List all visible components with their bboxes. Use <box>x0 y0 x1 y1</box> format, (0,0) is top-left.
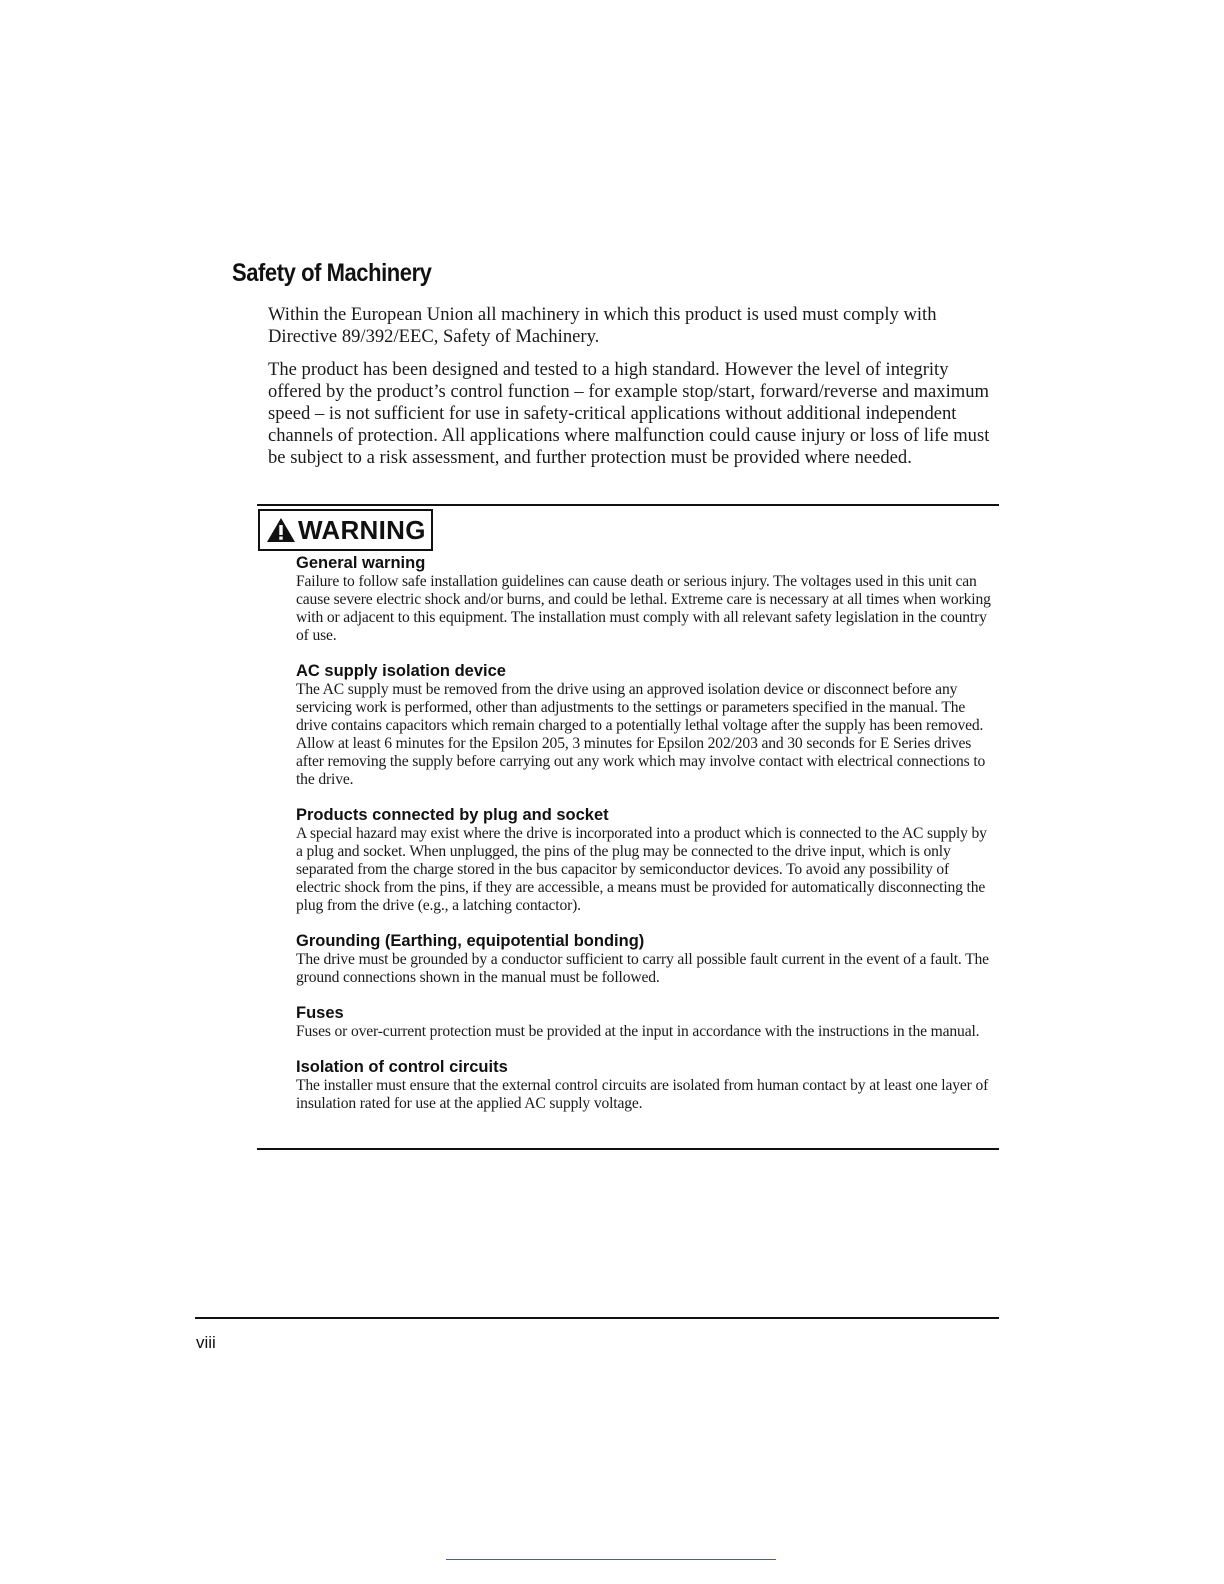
page-number: viii <box>196 1333 216 1352</box>
warning-triangle-icon <box>266 517 296 543</box>
warning-text: A special hazard may exist where the drive is incorporated into a product which is connected to the AC supply by a plug and socket. When unplugged, the pins of the plug may be connected to the drive input, which is only separated from the charge stored in the bus capacitor by semiconductor devices. To avoid any possibility of electric shock from the pins, if they are accessible, a means must be provided for automatically disconnecting the plug from the drive (e.g., a latching contactor). <box>296 825 987 914</box>
intro-paragraph-2: The product has been designed and tested to a high standard. However the level of integrity offered by the product’s control function – for example stop/start, forward/reverse and maximum speed – is not sufficient for use in safety-critical applications without additional independent channels of protection. All applications where malfunction could cause injury or loss of life must be subject to a risk assessment, and further protection must be provided where needed. <box>268 359 990 468</box>
warning-heading: Grounding (Earthing, equipotential bonding) <box>296 932 645 950</box>
intro-paragraph-1: Within the European Union all machinery in which this product is used must comply with Directive 89/392/EEC, Safety of Machinery. <box>268 304 937 347</box>
warning-text: The AC supply must be removed from the drive using an approved isolation device or disconnect before any servicing work is performed, other than adjustments to the settings or parameters specified in the manual. The drive contains capacitors which remain charged to a potentially lethal voltage after the supply has been removed. Allow at least 6 minutes for the Epsilon 205, 3 minutes for Epsilon 202/203 and 30 seconds for E Series drives after removing the supply before carrying out any work which may involve contact with electrical connections to the drive. <box>296 681 986 788</box>
warning-heading: Isolation of control circuits <box>296 1058 508 1076</box>
warning-bottom-rule <box>257 1148 999 1150</box>
warning-item-fuses <box>296 1004 996 1041</box>
warning-item-ac-isolation <box>296 662 996 789</box>
warning-item-grounding <box>296 932 996 987</box>
warning-text: The drive must be grounded by a conductor sufficient to carry all possible fault current in the event of a fault. The ground connections shown in the manual must be followed. <box>296 951 989 986</box>
footer-rule <box>195 1317 999 1319</box>
warning-item-control-isolation <box>296 1058 996 1113</box>
warning-top-rule <box>257 504 999 506</box>
warning-item-plug-socket <box>296 806 996 915</box>
warning-heading: General warning <box>296 554 426 572</box>
warning-heading: Products connected by plug and socket <box>296 806 609 824</box>
section-title: Safety of Machinery <box>232 259 432 287</box>
warning-label: WARNING <box>298 514 426 545</box>
warning-text: The installer must ensure that the external control circuits are isolated from human contact by at least one layer of insulation rated for use at the applied AC supply voltage. <box>296 1077 989 1112</box>
warning-heading: AC supply isolation device <box>296 662 506 680</box>
warning-badge <box>258 509 433 551</box>
warning-heading: Fuses <box>296 1004 344 1022</box>
warning-text: Fuses or over-current protection must be provided at the input in accordance with the instructions in the manual. <box>296 1023 980 1040</box>
warning-list <box>296 554 996 1130</box>
link-underline[interactable] <box>446 1559 776 1560</box>
warning-text: Failure to follow safe installation guidelines can cause death or serious injury. The voltages used in this unit can cause severe electric shock and/or burns, and could be lethal. Extreme care is necessary at all times when working with or adjacent to this equipment. The installation must comply with all relevant safety legislation in the country of use. <box>296 573 991 644</box>
warning-item-general <box>296 554 996 645</box>
